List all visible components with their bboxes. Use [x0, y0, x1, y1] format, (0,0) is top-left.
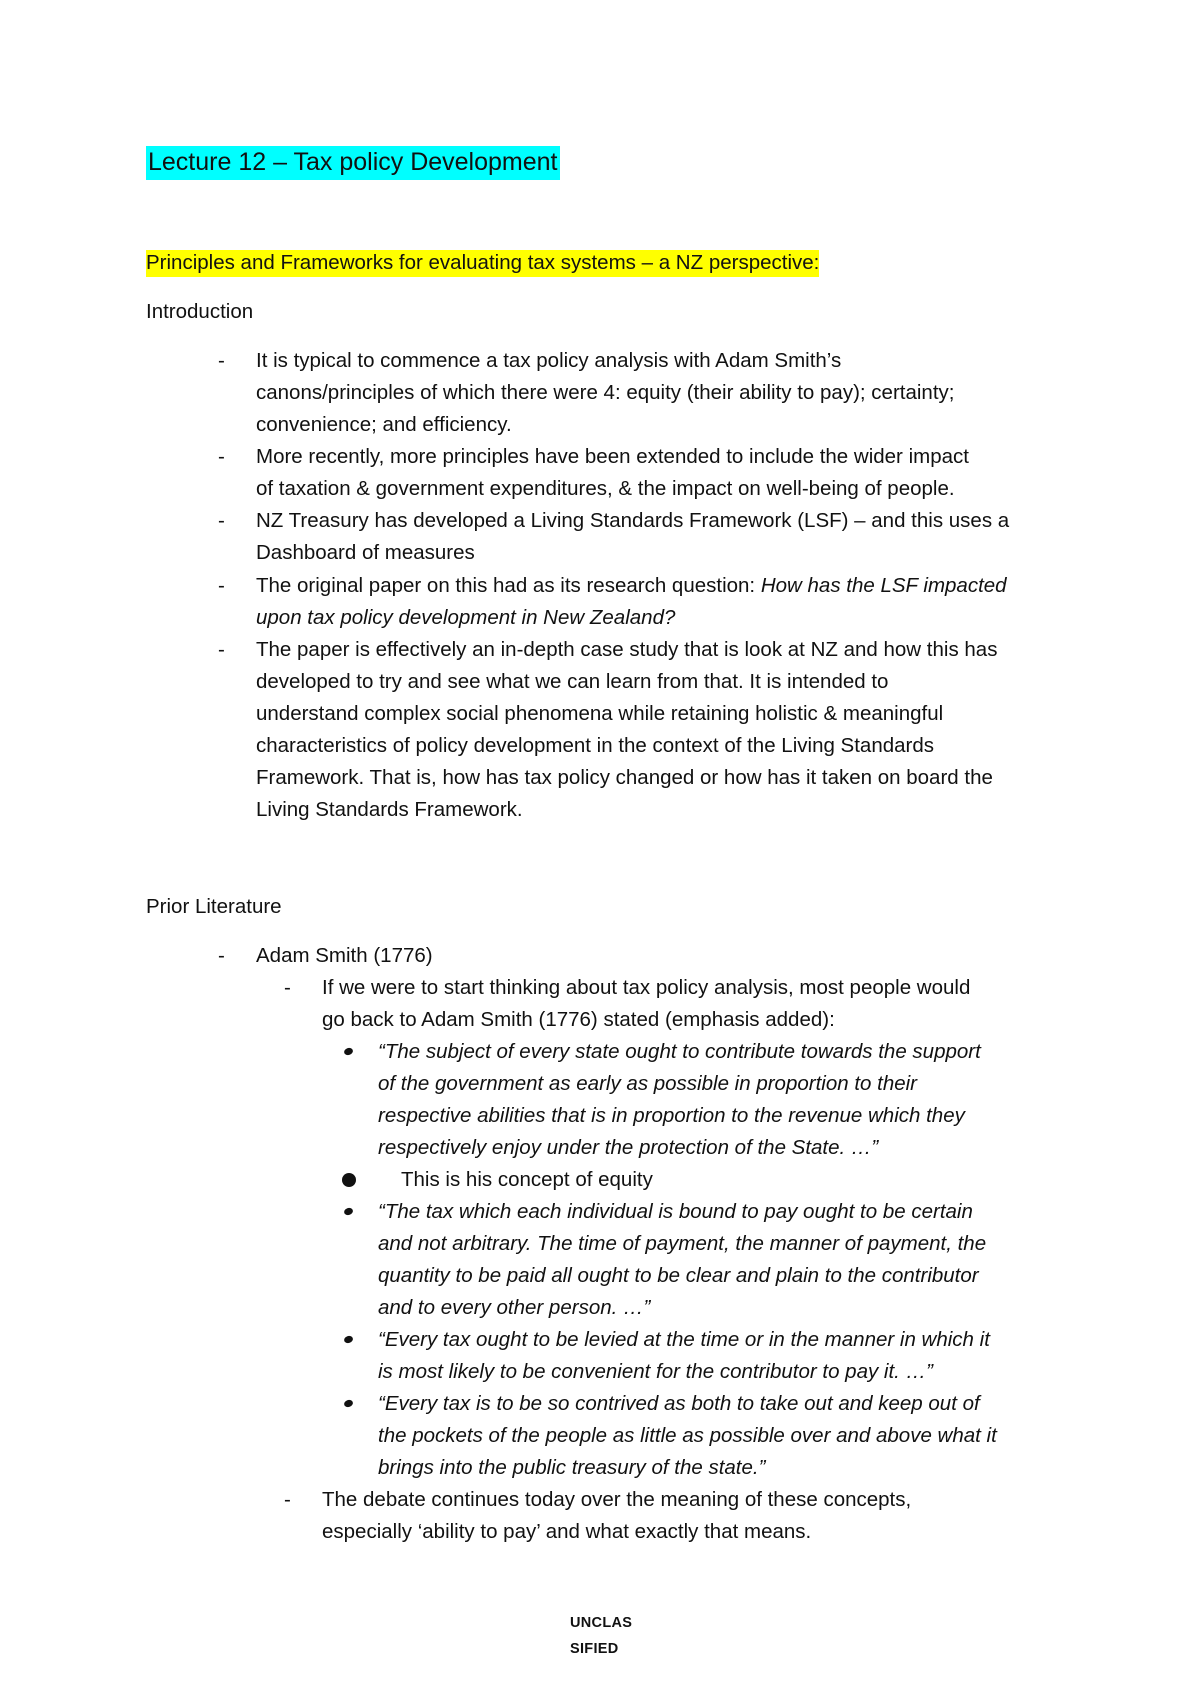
quote-line: “Every tax ought to be levied at the time or in the manner in which it: [378, 1328, 990, 1351]
list-item-line: Adam Smith (1776): [256, 944, 433, 967]
list-item-line: NZ Treasury has developed a Living Standards Framework (LSF) – and this uses a: [256, 509, 1010, 532]
page-title: Lecture 12 – Tax policy Development: [146, 146, 560, 178]
quote-line: respectively enjoy under the protection of the State. …”: [378, 1136, 879, 1159]
dash-bullet: -: [284, 976, 291, 999]
bullet-icon: [343, 1335, 354, 1345]
list-item-line: The original paper on this had as its research question: How has the LSF impacted: [256, 574, 1007, 597]
quote-line: respective abilities that is in proportion to the revenue which they: [378, 1104, 965, 1127]
bullet-icon: [342, 1173, 356, 1187]
list-item-line: characteristics of policy development in the context of the Living Standards: [256, 734, 935, 757]
quote-line: brings into the public treasury of the state.”: [378, 1456, 766, 1479]
quote-line: “Every tax is to be so contrived as both to take out and keep out of: [378, 1392, 980, 1415]
list-item-line: canons/principles of which there were 4: equity (their ability to pay); certainty;: [256, 381, 955, 404]
classification-footer-line1: UNCLAS: [570, 1615, 633, 1631]
list-item-line: The paper is effectively an in-depth case study that is look at NZ and how this has: [256, 638, 998, 661]
list-item-line: go back to Adam Smith (1776) stated (emphasis added):: [322, 1008, 835, 1031]
list-item-line: This is his concept of equity: [401, 1168, 653, 1191]
bullet-icon: [343, 1207, 354, 1217]
list-item-line: understand complex social phenomena while retaining holistic & meaningful: [256, 702, 944, 725]
list-item-line: More recently, more principles have been extended to include the wider impact: [256, 445, 969, 468]
introduction-heading: Introduction: [146, 300, 254, 323]
bullet-icon: [343, 1047, 354, 1057]
list-item-line: Framework. That is, how has tax policy changed or how has it taken on board the: [256, 766, 993, 789]
section-heading: Principles and Frameworks for evaluating tax systems – a NZ perspective:: [146, 247, 819, 279]
dash-bullet: -: [218, 509, 225, 532]
dash-bullet: -: [218, 445, 225, 468]
dash-bullet: -: [218, 349, 225, 372]
dash-bullet: -: [284, 1488, 291, 1511]
list-item-line: convenience; and efficiency.: [256, 413, 512, 436]
quote-line: of the government as early as possible in proportion to their: [378, 1072, 917, 1095]
list-item-line: developed to try and see what we can learn from that. It is intended to: [256, 670, 889, 693]
list-item-line: It is typical to commence a tax policy analysis with Adam Smith’s: [256, 349, 842, 372]
bullet-icon: [343, 1399, 354, 1409]
list-item-line: especially ‘ability to pay’ and what exactly that means.: [322, 1520, 812, 1543]
quote-line: quantity to be paid all ought to be clear and plain to the contributor: [378, 1264, 979, 1287]
dash-bullet: -: [218, 944, 225, 967]
list-item-line: Living Standards Framework.: [256, 798, 523, 821]
quote-line: is most likely to be convenient for the contributor to pay it. …”: [378, 1360, 933, 1383]
list-item-line: of taxation & government expenditures, & the impact on well-being of people.: [256, 477, 955, 500]
quote-line: “The subject of every state ought to contribute towards the support: [378, 1040, 981, 1063]
list-item-line: The debate continues today over the meaning of these concepts,: [322, 1488, 912, 1511]
quote-line: the pockets of the people as little as possible over and above what it: [378, 1424, 997, 1447]
classification-footer-line2: SIFIED: [570, 1641, 619, 1657]
list-item-line: Dashboard of measures: [256, 541, 475, 564]
list-item-line: upon tax policy development in New Zealand?: [256, 606, 676, 629]
quote-line: and to every other person. …”: [378, 1296, 651, 1319]
quote-line: “The tax which each individual is bound to pay ought to be certain: [378, 1200, 973, 1223]
dash-bullet: -: [218, 574, 225, 597]
prior-literature-heading: Prior Literature: [146, 895, 282, 918]
list-item-line: If we were to start thinking about tax policy analysis, most people would: [322, 976, 971, 999]
quote-line: and not arbitrary. The time of payment, the manner of payment, the: [378, 1232, 987, 1255]
dash-bullet: -: [218, 638, 225, 661]
